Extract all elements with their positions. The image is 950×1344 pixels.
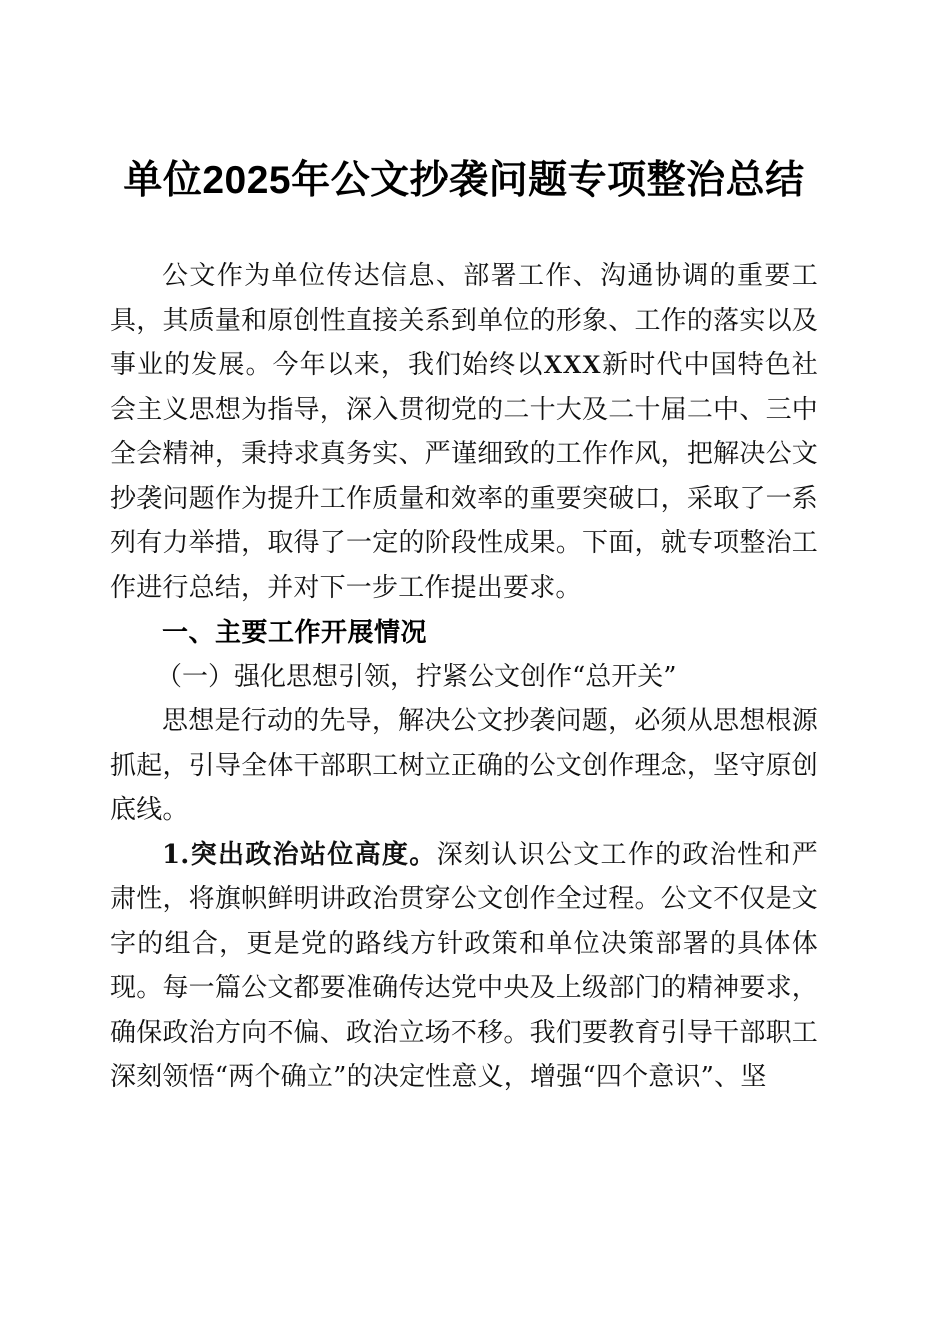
intro-placeholder-xxx: XXX [543,350,602,379]
intro-text-before-xxx: 公文作为单位传达信息、部署工作、沟通协调的重要工具，其质量和原创性直接关系到单位的形象、工作的落实以及事业的发展。今年以来，我们始终以 [110,261,818,380]
paragraph-lead-political-stance: 1.突出政治站位高度。 [162,839,437,870]
paragraph-thought-guidance: 思想是行动的先导，解决公文抄袭问题，必须从思想根源抓起，引导全体干部职工树立正确的公文创作理念，坚守原创底线。 [110,706,818,825]
paragraph-intro [110,254,818,610]
intro-text-after-xxx: 新时代中国特色社会主义思想为指导，深入贯彻党的二十大及二十届二中、三中全会精神，秉持求真务实、严谨细致的工作作风，把解决公文抄袭问题作为提升工作质量和效率的重要突破口，采取了一系列有力举措，取得了一定的阶段性成果。下面，就专项整治工作进行总结，并对下一步工作提出要求。 [110,350,818,603]
document-content-column [110,0,818,1100]
paragraph-body-political-stance: 深刻认识公文工作的政治性和严肃性，将旗帜鲜明讲政治贯穿公文创作全过程。公文不仅是文字的组合，更是党的路线方针政策和单位决策部署的具体体现。每一篇公文都要准确传达党中央及上级部门的精神要求，确保政治方向不偏、政治立场不移。我们要教育引导干部职工深刻领悟“两个确立”的决定性意义，增强“四个意识”、坚 [110,839,819,1092]
document-body [110,210,818,1100]
subsection-heading-1: （一）强化思想引领，拧紧公文创作“总开关” [156,661,677,692]
document-title: 单位2025年公文抄袭问题专项整治总结 [123,159,805,202]
paragraph-political-stance [110,833,818,1100]
section-heading-1: 一、主要工作开展情况 [162,617,428,647]
